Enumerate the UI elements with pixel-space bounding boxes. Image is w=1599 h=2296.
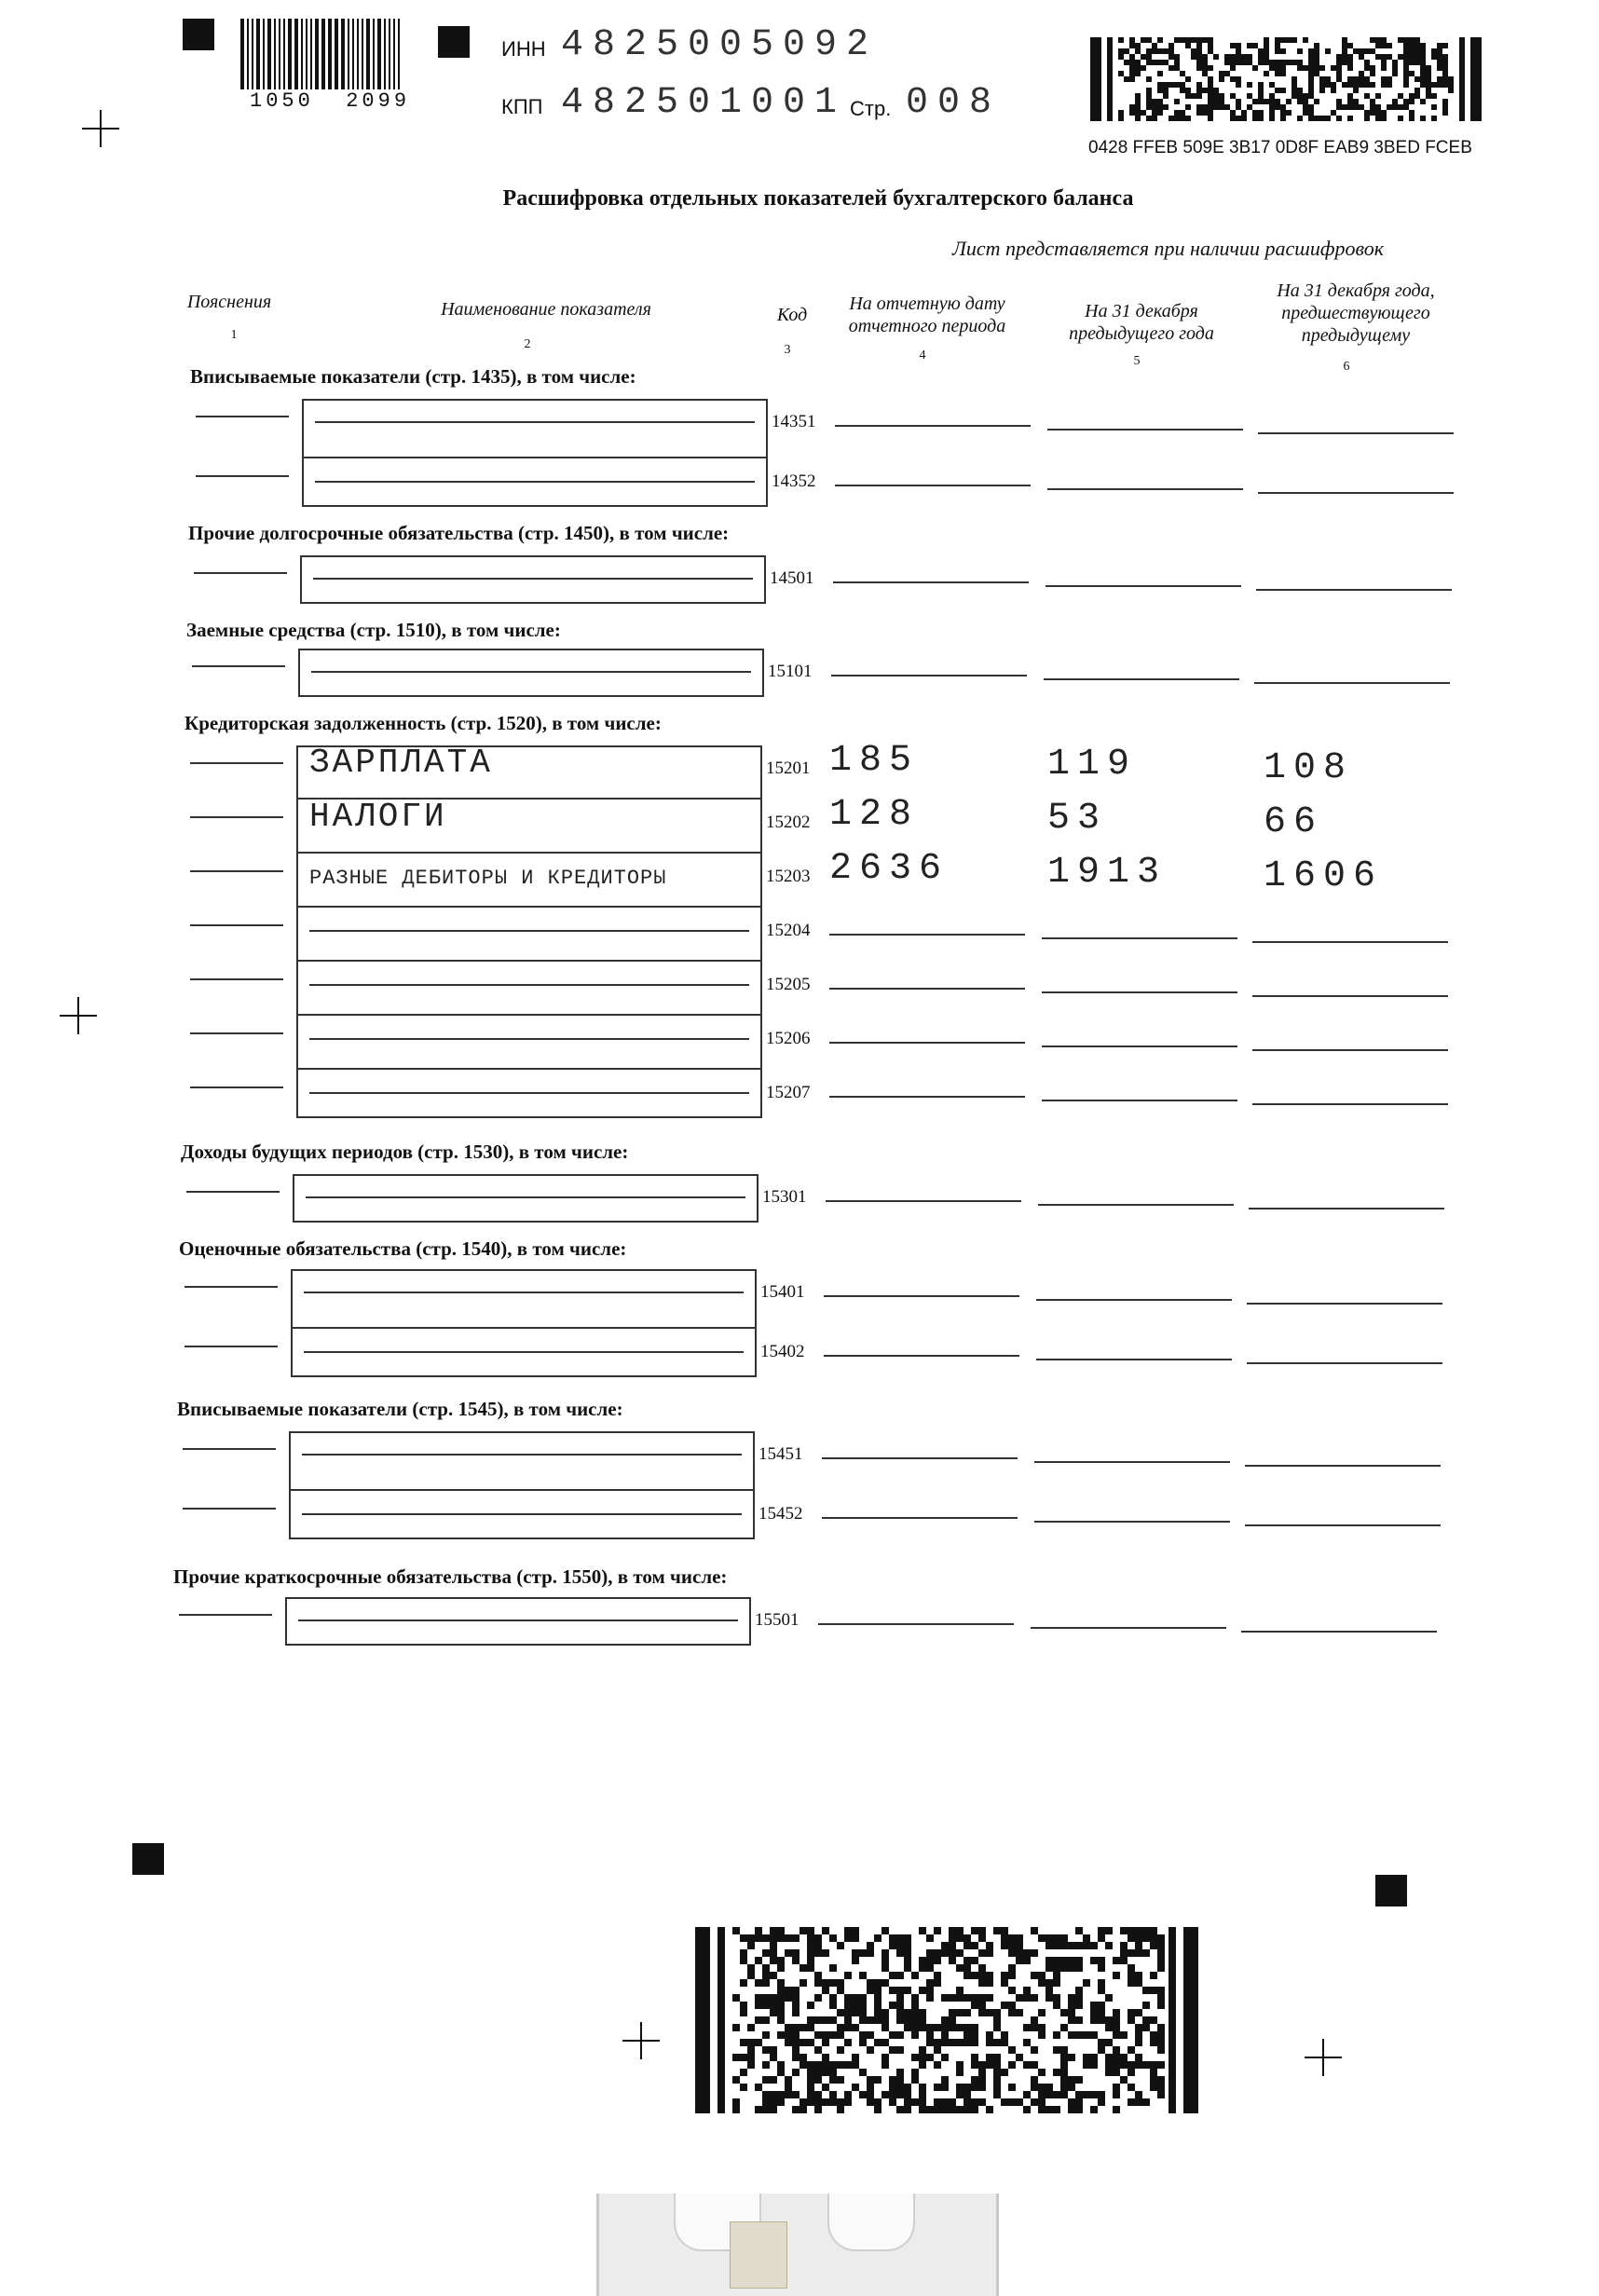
page-number: 008 [906, 82, 1002, 124]
row-separator [296, 1068, 762, 1070]
row-code: 15101 [768, 662, 813, 681]
column-header-prev-year: На 31 декабря предыдущего года [1069, 301, 1214, 344]
column-number: 3 [784, 343, 791, 357]
value-field-v1[interactable] [822, 1457, 1018, 1459]
notes-field[interactable] [183, 1508, 276, 1510]
column-header-name: Наименование показателя [441, 299, 651, 320]
notes-field[interactable] [190, 978, 283, 980]
indicator-name-field[interactable] [298, 1620, 738, 1621]
page-title: Расшифровка отдельных показателей бухгалтерского баланса [502, 186, 1134, 211]
notes-field[interactable] [184, 1286, 278, 1288]
corner-marker [438, 26, 470, 58]
value-field-v3[interactable] [1252, 1049, 1448, 1051]
row-code: 15201 [766, 758, 811, 778]
row-code: 15205 [766, 975, 811, 994]
notes-field[interactable] [190, 762, 283, 764]
column-number: 1 [230, 328, 238, 342]
corner-marker [1375, 1875, 1407, 1906]
name-field-group [293, 1174, 758, 1223]
row-separator [296, 906, 762, 908]
name-field-group [289, 1431, 755, 1539]
name-field-group [300, 555, 766, 604]
kpp-label: КПП [501, 95, 543, 118]
scanner-tray [596, 2194, 999, 2296]
value-field-v1[interactable] [822, 1517, 1018, 1519]
crosshair-icon [60, 997, 97, 1034]
barcode-number: 1050 2099 [250, 89, 411, 113]
row-code: 15204 [766, 921, 811, 940]
notes-field[interactable] [184, 1346, 278, 1347]
value-field-v1[interactable] [824, 1355, 1019, 1357]
indicator-name-field[interactable] [311, 671, 751, 673]
row-code: 15401 [760, 1282, 805, 1302]
row-code: 15206 [766, 1029, 811, 1048]
kpp-value: 482501001 [561, 82, 847, 124]
row-separator [296, 960, 762, 962]
name-field-group [298, 649, 764, 697]
column-header-prev-prev-year: На 31 декабря года, предшествующего предыдущему [1277, 280, 1435, 346]
datamatrix-code [1090, 37, 1482, 121]
notes-field[interactable] [192, 665, 285, 667]
indicator-name-field[interactable] [304, 1351, 744, 1353]
section-title: Вписываемые показатели (стр. 1435), в том числе: [190, 365, 636, 388]
notes-field[interactable] [183, 1448, 276, 1450]
indicator-name-field[interactable] [309, 1092, 749, 1094]
name-field-group [302, 399, 768, 507]
value-field-v3[interactable] [1254, 682, 1450, 684]
section-title: Оценочные обязательства (стр. 1540), в том числе: [179, 1237, 627, 1260]
value-field-v3[interactable] [1245, 1524, 1441, 1526]
row-code: 14351 [772, 412, 816, 431]
row-separator [302, 457, 768, 458]
value-v1[interactable]: 185 [829, 740, 920, 782]
notes-field[interactable] [190, 870, 283, 872]
notes-field[interactable] [190, 1032, 283, 1034]
column-header-code: Код [776, 305, 808, 325]
row-separator [291, 1327, 757, 1329]
crosshair-icon [1305, 2039, 1342, 2076]
value-v2[interactable]: 119 [1047, 744, 1138, 786]
value-field-v1[interactable] [829, 934, 1025, 936]
value-field-v1[interactable] [831, 675, 1027, 676]
value-field-v1[interactable] [835, 425, 1031, 427]
value-field-v2[interactable] [1042, 1100, 1237, 1101]
section-title: Доходы будущих периодов (стр. 1530), в том числе: [181, 1141, 629, 1163]
indicator-name-field[interactable] [315, 481, 755, 483]
notes-field[interactable] [190, 816, 283, 818]
section-title: Прочие краткосрочные обязательства (стр. 1550), в том числе: [173, 1565, 728, 1588]
value-field-v2[interactable] [1047, 488, 1243, 490]
value-field-v2[interactable] [1034, 1521, 1230, 1523]
value-field-v2[interactable] [1044, 678, 1239, 680]
value-field-v1[interactable] [835, 485, 1031, 486]
notes-field[interactable] [194, 572, 287, 574]
row-code: 15207 [766, 1083, 811, 1102]
value-field-v3[interactable] [1258, 492, 1454, 494]
row-code: 15203 [766, 867, 811, 886]
indicator-name-field[interactable] [309, 930, 749, 932]
value-v3[interactable]: 108 [1264, 747, 1354, 789]
value-field-v2[interactable] [1036, 1299, 1232, 1301]
value-field-v2[interactable] [1042, 1046, 1237, 1047]
column-number: 5 [1133, 354, 1141, 368]
document-hash: 0428 FFEB 509E 3B17 0D8F EAB9 3BED FCEB [1088, 138, 1472, 157]
sheet-note: Лист представляется при наличии расшифровок [952, 237, 1385, 260]
notes-field[interactable] [196, 475, 289, 477]
value-field-v2[interactable] [1031, 1627, 1226, 1629]
indicator-name-field[interactable] [315, 421, 755, 423]
inn-label: ИНН [501, 37, 546, 61]
value-field-v2[interactable] [1042, 937, 1237, 939]
indicator-name-field[interactable] [304, 1292, 744, 1293]
crosshair-icon [622, 2022, 660, 2059]
corner-marker [132, 1843, 164, 1875]
row-code: 15202 [766, 813, 811, 832]
notes-field[interactable] [190, 924, 283, 926]
row-code: 14501 [770, 568, 814, 588]
column-number: 6 [1343, 360, 1350, 374]
name-field-group [291, 1269, 757, 1377]
indicator-name-field[interactable] [313, 578, 753, 580]
value-field-v1[interactable] [829, 1096, 1025, 1098]
corner-marker [183, 19, 214, 50]
value-field-v1[interactable] [826, 1200, 1021, 1202]
value-field-v1[interactable] [818, 1623, 1014, 1625]
row-code: 15452 [758, 1504, 803, 1524]
row-code: 15451 [758, 1444, 803, 1464]
value-v1[interactable]: 128 [829, 794, 920, 836]
indicator-name-field[interactable] [309, 984, 749, 986]
notes-field[interactable] [196, 416, 289, 417]
value-v2[interactable]: 1913 [1047, 852, 1168, 894]
section-title: Заемные средства (стр. 1510), в том числе: [186, 619, 561, 641]
value-field-v2[interactable] [1042, 991, 1237, 993]
value-field-v2[interactable] [1034, 1461, 1230, 1463]
value-field-v2[interactable] [1047, 429, 1243, 430]
value-field-v1[interactable] [829, 988, 1025, 990]
value-field-v3[interactable] [1247, 1362, 1442, 1364]
value-field-v1[interactable] [829, 1042, 1025, 1044]
value-field-v2[interactable] [1038, 1204, 1234, 1206]
name-field-group [285, 1597, 751, 1646]
row-code: 15301 [762, 1187, 807, 1207]
value-field-v1[interactable] [833, 581, 1029, 583]
column-header-current: На отчетную дату отчетного периода [848, 294, 1006, 336]
section-title: Прочие долгосрочные обязательства (стр. 1450), в том числе: [188, 522, 730, 544]
column-number: 4 [919, 348, 926, 362]
section-title: Кредиторская задолженность (стр. 1520), в том числе: [184, 712, 662, 734]
value-field-v3[interactable] [1256, 589, 1452, 591]
row-code: 14352 [772, 472, 816, 491]
indicator-name[interactable]: РАЗНЫЕ ДЕБИТОРЫ И КРЕДИТОРЫ [309, 867, 667, 890]
barcode [240, 19, 403, 89]
column-header-notes: Пояснения [186, 292, 272, 312]
value-field-v3[interactable] [1249, 1208, 1444, 1210]
notes-field[interactable] [186, 1191, 280, 1193]
value-field-v3[interactable] [1241, 1631, 1437, 1633]
crosshair-icon [82, 110, 119, 147]
row-separator [289, 1489, 755, 1491]
value-v3[interactable]: 66 [1264, 801, 1324, 843]
indicator-name[interactable]: ЗАРПЛАТА [309, 744, 493, 782]
row-code: 15501 [755, 1610, 800, 1630]
row-separator [296, 852, 762, 854]
notes-field[interactable] [190, 1086, 283, 1088]
page-label: Стр. [850, 97, 892, 120]
indicator-name-field[interactable] [302, 1454, 742, 1456]
datamatrix-code [695, 1927, 1198, 2113]
value-field-v3[interactable] [1252, 941, 1448, 943]
indicator-name-field[interactable] [309, 1038, 749, 1040]
value-v3[interactable]: 1606 [1264, 855, 1384, 897]
indicator-name-field[interactable] [306, 1196, 745, 1198]
value-field-v3[interactable] [1252, 1103, 1448, 1105]
value-field-v3[interactable] [1245, 1465, 1441, 1467]
value-v2[interactable]: 53 [1047, 798, 1108, 840]
indicator-name-field[interactable] [302, 1513, 742, 1515]
value-field-v3[interactable] [1258, 432, 1454, 434]
section-title: Вписываемые показатели (стр. 1545), в том числе: [177, 1398, 623, 1420]
column-number: 2 [524, 337, 531, 351]
value-v1[interactable]: 2636 [829, 848, 950, 890]
value-field-v1[interactable] [824, 1295, 1019, 1297]
notes-field[interactable] [179, 1614, 272, 1616]
row-separator [296, 1014, 762, 1016]
value-field-v3[interactable] [1247, 1303, 1442, 1305]
indicator-name[interactable]: НАЛОГИ [309, 798, 447, 836]
inn-value: 4825005092 [561, 24, 879, 66]
row-code: 15402 [760, 1342, 805, 1361]
value-field-v2[interactable] [1036, 1359, 1232, 1360]
value-field-v3[interactable] [1252, 995, 1448, 997]
value-field-v2[interactable] [1046, 585, 1241, 587]
